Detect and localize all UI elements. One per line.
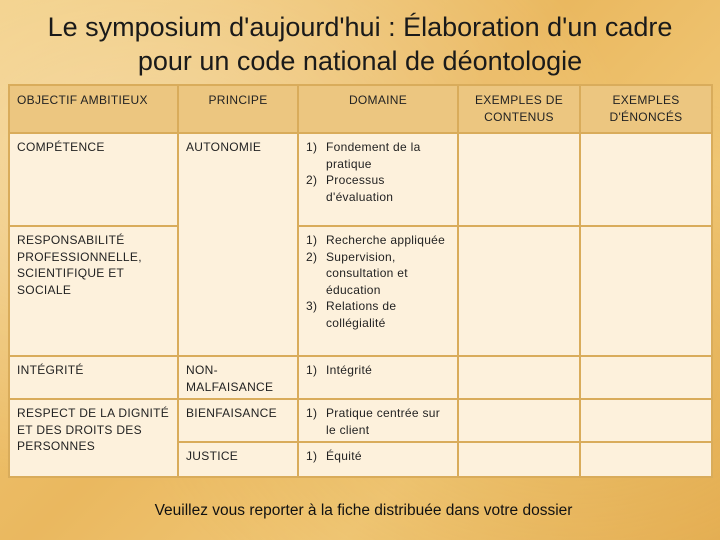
objectif-cell: RESPECT DE LA DIGNITÉ ET DES DROITS DES PERSONNES bbox=[9, 399, 178, 477]
domaine-cell bbox=[298, 442, 458, 477]
enonces-cell bbox=[580, 399, 712, 442]
contenus-cell bbox=[458, 133, 580, 226]
header-principe: PRINCIPE bbox=[178, 85, 298, 133]
list-item: 2) Supervision, consultation et éducation bbox=[306, 249, 408, 297]
objectif-cell: COMPÉTENCE bbox=[9, 133, 178, 226]
principe-cell: AUTONOMIE bbox=[178, 133, 298, 356]
header-domaine: DOMAINE bbox=[298, 85, 458, 133]
principe-cell: BIENFAISANCE bbox=[178, 399, 298, 442]
enonces-cell bbox=[580, 226, 712, 356]
table-row bbox=[9, 399, 712, 442]
domaine-list bbox=[306, 139, 450, 205]
table-row bbox=[9, 133, 712, 226]
table-row bbox=[9, 356, 712, 399]
title-line-1: Le symposium d'aujourd'hui : Élaboration d'un cadre bbox=[47, 12, 673, 42]
domaine-list bbox=[306, 362, 450, 379]
footer-note: Veuillez vous reporter à la fiche distribuée dans votre dossier bbox=[154, 502, 573, 519]
header-exemples-enonces: EXEMPLES D'ÉNONCÉS bbox=[580, 85, 712, 133]
enonces-cell bbox=[580, 133, 712, 226]
domaine-list bbox=[306, 405, 450, 438]
domaine-cell bbox=[298, 399, 458, 442]
list-item: 1) Fondement de la pratique bbox=[306, 140, 421, 171]
domaine-list bbox=[306, 232, 450, 331]
domaine-cell bbox=[298, 133, 458, 226]
domaine-cell bbox=[298, 356, 458, 399]
principe-cell: NON-MALFAISANCE bbox=[178, 356, 298, 399]
table-row bbox=[9, 226, 712, 356]
header-objectif: OBJECTIF AMBITIEUX bbox=[9, 85, 178, 133]
list-item: 1) Recherche appliquée bbox=[306, 233, 446, 247]
header-exemples-contenus: EXEMPLES DE CONTENUS bbox=[458, 85, 580, 133]
list-item: 3) Relations de collégialité bbox=[306, 299, 397, 330]
title-line-2: pour un code national de déontologie bbox=[137, 46, 583, 76]
contenus-cell bbox=[458, 399, 580, 442]
list-item: 1) Intégrité bbox=[306, 363, 373, 377]
enonces-cell bbox=[580, 442, 712, 477]
list-item: 2) Processus d'évaluation bbox=[306, 173, 394, 204]
principe-cell: JUSTICE bbox=[178, 442, 298, 477]
list-item: 1) Équité bbox=[306, 449, 362, 463]
slide-title bbox=[0, 10, 720, 78]
list-item: 1) Pratique centrée sur le client bbox=[306, 406, 441, 437]
contenus-cell bbox=[458, 356, 580, 399]
framework-table bbox=[8, 84, 713, 478]
header-row bbox=[9, 85, 712, 133]
enonces-cell bbox=[580, 356, 712, 399]
contenus-cell bbox=[458, 442, 580, 477]
objectif-cell: INTÉGRITÉ bbox=[9, 356, 178, 399]
domaine-cell bbox=[298, 226, 458, 356]
domaine-list bbox=[306, 448, 450, 465]
objectif-cell: RESPONSABILITÉ PROFESSIONNELLE, SCIENTIFIQUE ET SOCIALE bbox=[9, 226, 178, 356]
contenus-cell bbox=[458, 226, 580, 356]
